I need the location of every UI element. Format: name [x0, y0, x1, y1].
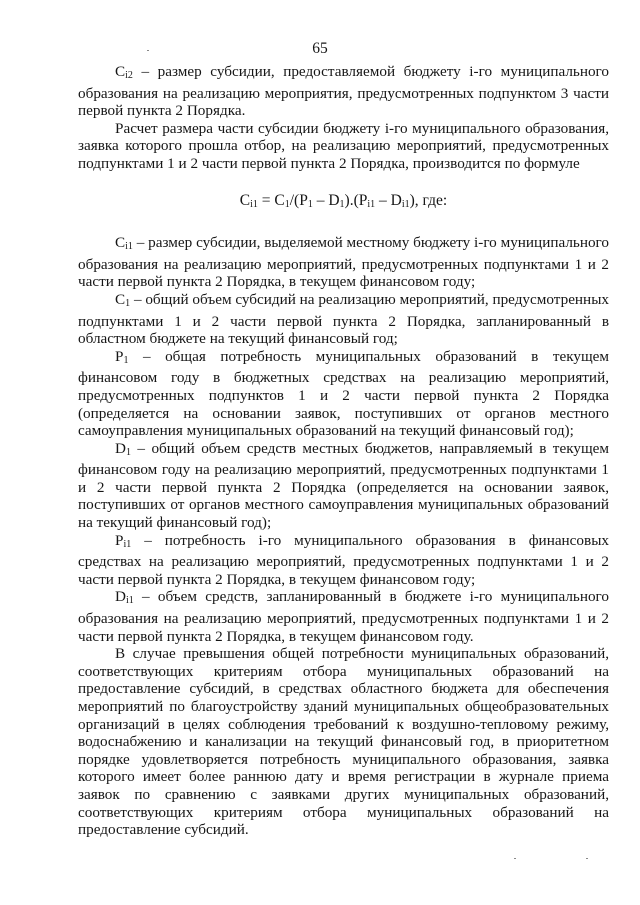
definition-p-1 [78, 348, 609, 440]
formula-subscript: 1 [339, 198, 345, 210]
formula-subscript: 1 [284, 198, 290, 210]
symbol-subscript: 1 [125, 297, 131, 309]
formula-part: ), где: [409, 191, 448, 209]
paragraph-text: – общий объем субсидий на реализацию мероприятий, предусмотренных подпунктами 1 и 2 части первой пункта 2 Порядка, запланированный в областном бюджете на текущий финансовый год; [78, 290, 609, 348]
definition-c-i1 [78, 234, 609, 291]
formula-part: C [239, 191, 251, 209]
formula-part: /(P [289, 191, 308, 209]
formula-subscript: i1 [401, 198, 410, 210]
symbol-subscript: 1 [125, 446, 131, 458]
symbol: D [115, 439, 126, 457]
symbol: P [115, 531, 124, 549]
paragraph-priority-rule [78, 645, 609, 839]
formula-subscript: 1 [307, 198, 313, 210]
paragraph-text: – объем средств, запланированный в бюджете i-го муниципального образования на реализацию мероприятий, предусмотренных подпунктами 1 и 2 части первой пункта 2 Порядка, в текущем финансовом году. [78, 588, 609, 645]
definition-d-i1 [78, 588, 609, 645]
formula-part: – D [312, 191, 340, 209]
symbol: D [115, 588, 126, 606]
paragraph-text: – потребность i-го муниципального образования в финансовых средствах на реализацию мероприятий, предусмотренных подпунктами 1 и 2 части первой пункта 2 Порядка, в текущем финансовом году; [78, 531, 609, 588]
formula-part: ).(P [344, 191, 368, 209]
paragraph-text: – общая потребность муниципальных образований в текущем финансовом году в бюджетных средствах на реализацию мероприятий, предусмотренных подпунктов 1 и 2 части первой пункта 2 Порядка (определяется на основании заявок, поступивших от органов местного самоуправления муниципальных образований на текущий финансовый год); [78, 347, 609, 440]
symbol-subscript: i1 [125, 595, 134, 607]
definition-c-1 [78, 291, 609, 348]
paragraph-text: Расчет размера части субсидии бюджету i-го муниципального образования, заявка которого прошла отбор, на реализацию мероприятий, предусмотренных подпунктами 1 и 2 части первой пункта 2 Порядка, производится по формуле [78, 119, 609, 172]
scan-speck [514, 858, 516, 859]
paragraph-text: – размер субсидии, предоставляемой бюджету i-го муниципального образования на реализацию мероприятия, предусмотренных подпунктом 3 части первой пункта 2 Порядка. [78, 63, 609, 120]
page-number: 65 [312, 40, 328, 57]
formula-part: – D [375, 191, 402, 209]
formula-part: = C [257, 191, 285, 209]
symbol: C [115, 63, 126, 80]
document-body [78, 63, 609, 839]
formula [78, 192, 609, 214]
formula-subscript: i1 [250, 198, 258, 210]
symbol: C [115, 290, 126, 308]
symbol: C [115, 234, 126, 252]
symbol-subscript: i1 [125, 241, 133, 253]
symbol-subscript: i2 [125, 70, 133, 81]
symbol: P [115, 347, 124, 365]
scan-speck [586, 858, 588, 859]
paragraph-calculation-intro [78, 120, 609, 173]
symbol-subscript: i1 [123, 538, 132, 550]
definition-d-1 [78, 440, 609, 532]
definition-p-i1 [78, 532, 609, 589]
paragraph-text: – общий объем средств местных бюджетов, направляемый в текущем финансовом году на реализацию мероприятий, предусмотренных подпунктами 1 и 2 части первой пункта 2 Порядка (определяется на основании заявок, поступивших от органов местного самоуправления муниципальных образований на текущий финансовый год); [78, 439, 609, 532]
paragraph-text: – размер субсидии, выделяемой местному бюджету i-го муниципального образования на реализацию мероприятий, предусмотренных подпунктами 1 и 2 части первой пункта 2 Порядка, в текущем финансовом году; [78, 234, 609, 291]
paragraph-c-i2 [78, 63, 609, 120]
formula-subscript: i1 [367, 198, 376, 210]
paragraph-text: В случае превышения общей потребности муниципальных образований, соответствующих критериям отбора муниципальных образований на предоставление субсидий, в средствах областного бюджета для обеспечения мероприятий по благоустройству зданий муниципальных общеобразовательных организаций в целях соблюдения требований к воздушно-тепловому режиму, водоснабжению и канализации на текущий финансовый год, в приоритетном порядке удовлетворяется потребность муниципального образования, заявка которого имеет более раннюю дату и время регистрации в журнале приема заявок по сравнению с заявками других муниципальных образований, соответствующих критериям отбора муниципальных образований на предоставление субсидий. [78, 645, 609, 839]
symbol-subscript: 1 [123, 354, 129, 366]
